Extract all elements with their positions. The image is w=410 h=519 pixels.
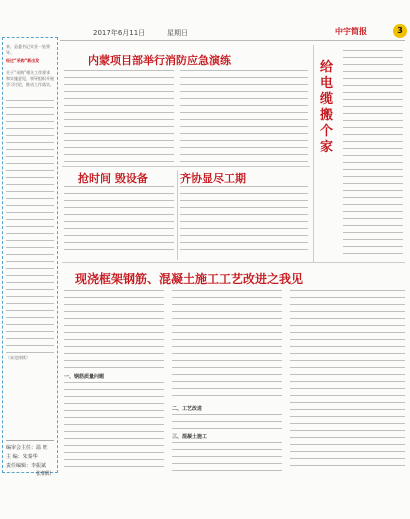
credit-line-4: 张朝阳	[36, 471, 52, 477]
sub-headline-1: 抢时间 毁设备	[78, 172, 148, 185]
left-highlight: 经过“采购”新出发	[6, 58, 40, 63]
credit-line-3: 责任编辑：李振斌	[6, 463, 47, 469]
issue-weekday: 星期日	[167, 29, 188, 37]
bottom-col-3	[290, 290, 405, 472]
article-divider-1	[62, 166, 310, 167]
main-article-col-1	[64, 70, 174, 165]
bottom-col-1-part-1	[64, 290, 164, 370]
sub-headline-2: 齐协显尽工期	[180, 172, 246, 185]
article-divider-2	[62, 262, 405, 263]
page-number-badge: 3	[393, 24, 407, 38]
bottom-section-1: 一、钢筋质量问题	[64, 374, 105, 380]
bottom-section-3: 三、混凝土施工	[172, 434, 208, 440]
bottom-col-1-part-2	[64, 382, 164, 472]
sub-article-2-text	[180, 186, 308, 256]
right-text-col	[343, 50, 403, 255]
main-headline: 内蒙项目部举行消防应急演练	[88, 54, 231, 67]
credit-divider	[6, 440, 54, 442]
left-body: 关于“采购”相关工作要求和实施意见，领导组织开展学习讨论，推动工作落实。	[6, 70, 54, 87]
issue-date: 2017年6月11日	[93, 29, 146, 37]
left-intro: 来，县委书记实业一处领导。	[6, 44, 50, 55]
credit-line-2: 主 编：朱秦华	[6, 454, 38, 460]
sub-articles-divider	[177, 170, 178, 260]
main-article-col-2	[180, 70, 308, 165]
left-more: （未完待续）	[6, 355, 30, 360]
left-text-lines	[6, 100, 54, 355]
page-header	[60, 28, 405, 41]
bottom-headline: 现浇框架钢筋、混凝土施工工艺改进之我见	[75, 272, 304, 286]
bottom-section-2: 二、工艺改进	[172, 406, 203, 412]
credit-line-1: 编审会主任：温 旺	[6, 445, 48, 451]
sub-article-1-text	[64, 186, 174, 256]
bottom-col-2-part-3	[172, 442, 282, 472]
bottom-col-2-part-2	[172, 414, 282, 430]
bottom-col-2-part-1	[172, 290, 282, 402]
section-title: 中宇简报	[335, 27, 367, 36]
right-headline: 给电缆搬个家	[320, 60, 334, 155]
